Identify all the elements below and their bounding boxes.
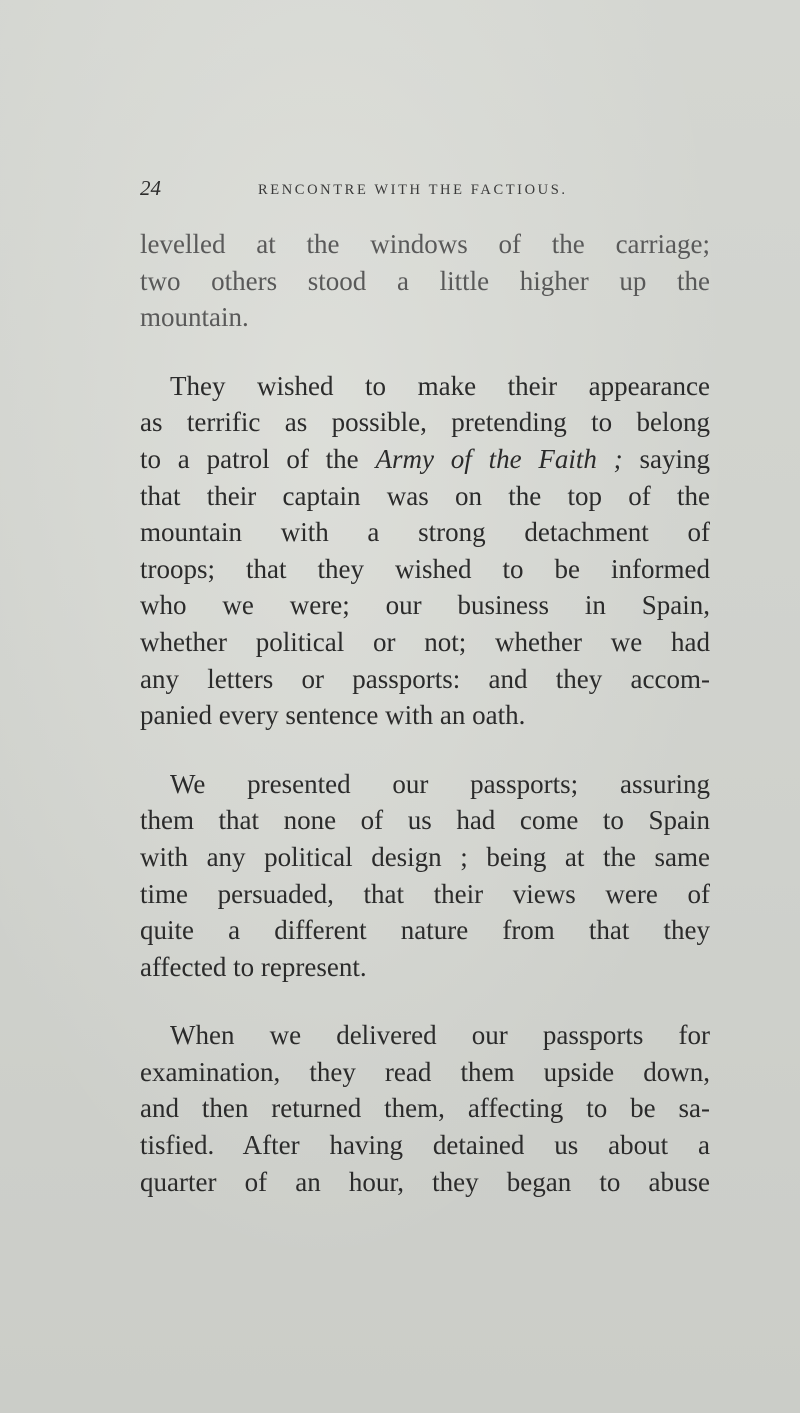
running-head: RENCONTRE WITH THE FACTIOUS. [258,182,568,198]
text-segment: to a patrol of the [140,443,376,474]
text-line: with any political design ; being at the same [140,841,710,872]
text-line: examination, they read them upside down, [140,1056,710,1087]
text-line: as terrific as possible, pretending to belong [140,407,710,438]
text-line: any letters or passports: and they accom- [140,663,710,694]
text-line: that their captain was on the top of the [140,480,710,511]
text-line: affected to represent. [140,951,367,982]
text-line: levelled at the windows of the carriage; [140,229,710,259]
text-segment: saying [622,443,710,474]
text-line: mountain with a strong detachment of [140,517,710,548]
text-line: quite a different nature from that they [140,915,710,946]
italic-phrase: Army of the Faith ; [375,443,623,474]
text-line: them that none of us had come to Spain [140,805,710,836]
paragraph-4 [140,1017,710,1200]
text-line: troops; that they wished to be informed [140,553,710,584]
text-line: panied every sentence with an oath. [140,700,526,731]
text-line: They wished to make their appearance [170,370,710,401]
text-line: tisfied. After having detained us about a [140,1130,710,1161]
text-line-with-italic [140,441,710,478]
body-text [140,226,710,1232]
page-number: 24 [140,176,161,200]
text-line: mountain. [140,302,249,333]
text-line: who we were; our business in Spain, [140,590,710,621]
paragraph-1 [140,226,710,336]
text-line: We presented our passports; assuring [170,768,710,799]
text-line: whether political or not; whether we had [140,626,710,657]
paragraph-3 [140,766,710,986]
text-line: two others stood a little higher up the [140,265,710,296]
text-line: quarter of an hour, they began to abuse [140,1166,710,1197]
text-line: time persuaded, that their views were of [140,878,710,909]
text-line: and then returned them, affecting to be sa- [140,1093,710,1124]
text-line: When we delivered our passports for [170,1020,710,1051]
paragraph-2 [140,368,710,734]
page-header [140,176,710,206]
